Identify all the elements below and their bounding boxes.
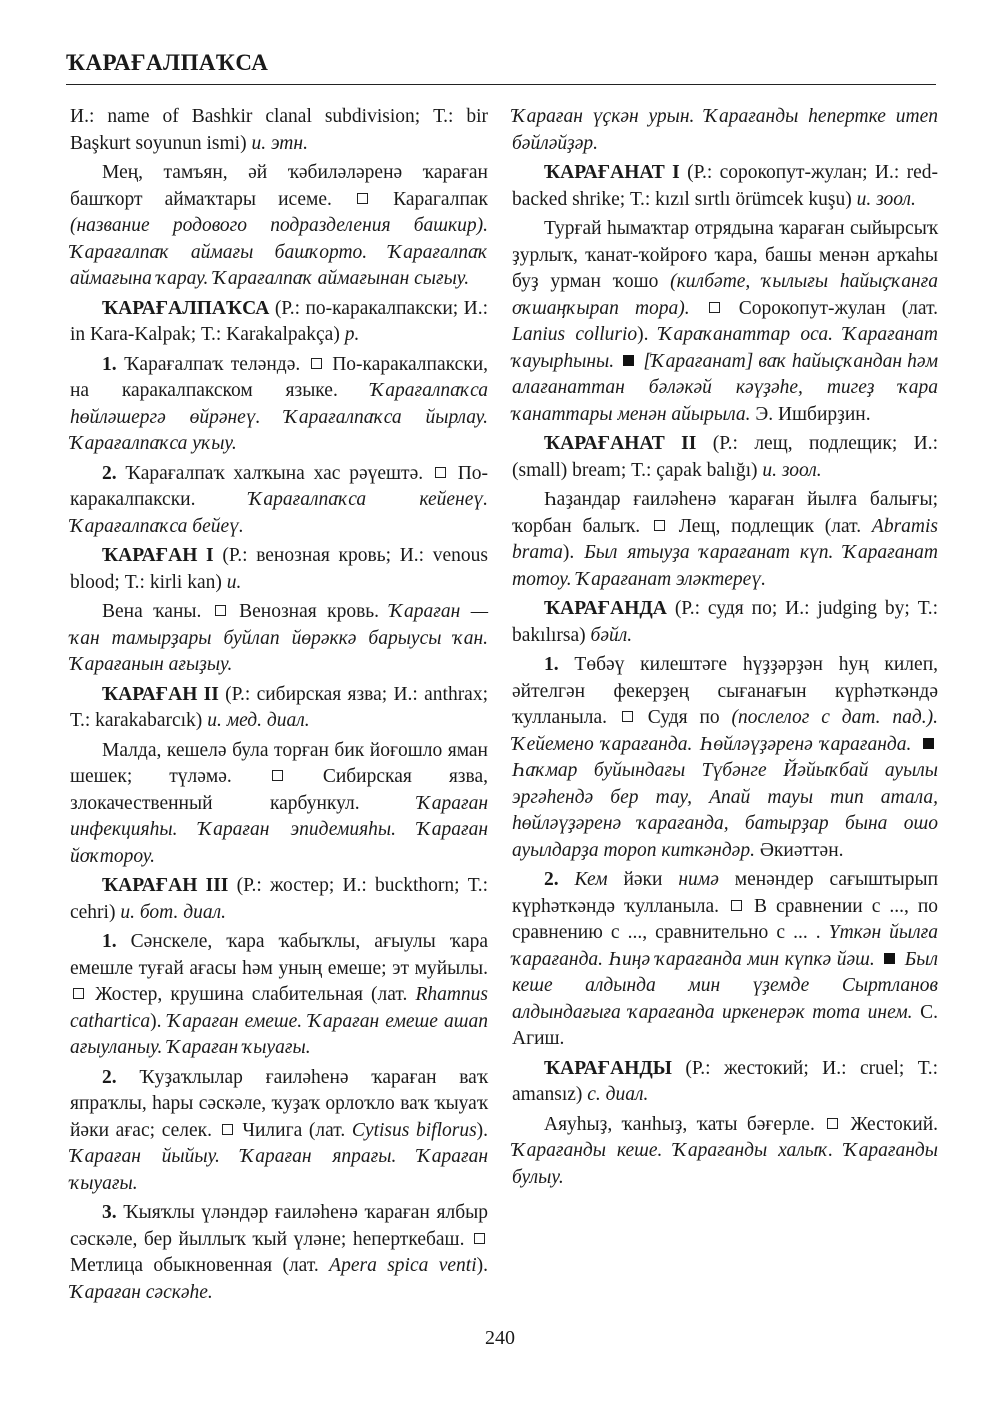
square-marker-icon [73,988,84,999]
headword: ҠАРАҒАНАТ I [544,162,680,183]
headword: ҠАРАҒАН II [102,683,219,705]
entry-karagalpaksa: ҠАРАҒАЛПАҠСА (Р.: по-каракалпакски; И.: in Kara-Kalpak; Т.: Karakalpakça) р. [70,297,488,345]
definition: Мең, тамъян, әй ҡәбиләләренә ҡараған башҡорт аймаҡтары исеме. Карагалпак (название родового подразделения башкир). Ҡарағалпаҡ аймағы башҡорто. Ҡарағалпаҡ аймағына ҡарау. Ҡарағалпаҡ аймағынан сығыу. [70,162,489,289]
square-marker-icon [474,1233,485,1244]
square-marker-icon [654,520,665,531]
sense: 1. Ҡарағалпаҡ теләндә. По-каракалпакски, на каракалпакском языке. Ҡарағалпаҡса һөйләшергә өйрәнеү. Ҡарағалпаҡса йырлау. Ҡарағалпаҡса уҡыу. [70,353,489,454]
headword: ҠАРАҒАЛПАҠСА [102,297,270,319]
entry-karaganda: ҠАРАҒАНДА (Р.: судя по; И.: judging by; Т.: bakılırsa) бәйл. [512,598,938,646]
headword: ҠАРАҒАНАТ II [544,433,697,454]
entry-continuation: И.: name of Bashkir clanal subdivision; Т.: bir Başkurt soyunun ismi) и. этн. [70,106,488,154]
filled-square-marker-icon [884,953,895,964]
entry-karagan-1: ҠАРАҒАН I (Р.: венозная кровь; И.: venous blood; Т.: kirli kan) и. [70,545,488,593]
header-rule [66,84,936,85]
running-header: ҠАРАҒАЛПАҠСА [66,50,269,75]
sense: 3. Ҡыяҡлы үләндәр ғаиләһенә ҡараған ялбыр сәскәле, бер йыллыҡ ҡый үләне; һеперткебаш. Метлица обыкновенная (лат. Apera spica venti). Ҡараған сәскәһе. [70,1202,489,1303]
entry-karagan-3: ҠАРАҒАН III (Р.: жостер; И.: buckthorn; Т.: cehri) и. бот. диал. [70,875,489,923]
sense: 2. Кем йәки нимә менәндер сағыштырып күрһәткәндә ҡулланыла. В сравнении с ..., по сравнению с ..., сравнительно с ... . Үткән йылға ҡарағанда. Һиңә ҡарағанда мин күпкә йәш. Был кеше алдында мин үҙемде Сыртланов алдындағыға ҡарағанда иркенерәк тота инем. С. Агиш. [512,869,939,1049]
square-marker-icon [435,467,446,478]
headword: ҠАРАҒАН I [102,545,214,566]
square-marker-icon [272,770,283,781]
square-marker-icon [357,193,368,204]
definition: Малда, кешелә була торған бик йоғошло яман шешек; түләмә. Сибирская язва, злокачественный карбункул. Ҡараған инфекцияһы. Ҡараған эпидемияһы. Ҡараған йоҡтороу. [70,739,488,867]
square-marker-icon [622,711,633,722]
filled-square-marker-icon [623,355,634,366]
left-column [70,104,488,1309]
definition: Һаҙандар ғаиләһенә ҡараған йылға балығы; ҡорбан балыҡ. Лещ, подлещик (лат. Abramis brama). Был ятыуҙа ҡарағанат күп. Ҡарағанат тотоу. Ҡарағанат эләктереү. [512,489,939,590]
square-marker-icon [222,1124,233,1135]
filled-square-marker-icon [923,738,934,749]
example-continuation: Ҡараған үҫкән урын. Ҡарағанды һепертке итеп бәйләйҙәр. [512,106,938,154]
headword: ҠАРАҒАН III [102,875,229,896]
sense: 1. Сәнскеле, ҡара ҡабыҡлы, ағыулы ҡара емешле туғай ағасы һәм уның емеше; эт муйылы. Жостер, крушина слабительная (лат. Rhamnus cathartica). Ҡараған емеше. Ҡараған емеше ашап ағыуланыу. Ҡараған ҡыуағы. [70,931,489,1058]
square-marker-icon [731,900,742,911]
square-marker-icon [215,605,226,616]
definition: Вена ҡаны. Венозная кровь. Ҡараған — ҡан тамырҙары буйлап йөрәккә барыусы ҡан. Ҡарағанын ағыҙыу. [70,601,489,675]
entry-karagan-2: ҠАРАҒАН II (Р.: сибирская язва; И.: anthrax; Т.: karakabarcık) и. мед. диал. [70,683,489,731]
headword: ҠАРАҒАНДЫ [544,1057,672,1079]
entry-karaganat-2: ҠАРАҒАНАТ II (Р.: лещ, подлещик; И.: (small) bream; Т.: çapak balığı) и. зоол. [512,433,939,481]
square-marker-icon [311,358,322,369]
entry-karagandy: ҠАРАҒАНДЫ (Р.: жестокий; И.: cruel; Т.: amansız) с. диал. [512,1057,938,1105]
sense: 1. Төбәү килештәге һүҙҙәрҙән һуң килеп, әйтелгән фекерҙең сығанағын күрһәткәндә ҡулланыла. Судя по (послелог с дат. пад.). Ҡейемено ҡарағанда. Һөйләүҙәренә ҡарағанда. Һаҡмар буйындағы Түбәнге Йәйыҡбай ауылы эргәһендә бер тау, Апай тауы тип атала, һөйләүҙәренә ҡарағанда, батырҙар бына ошо ауылдарҙа тороп киткәндәр. Әкиәттән. [512,654,939,861]
sense: 2. Ҡуҙаҡлылар ғаиләһенә ҡараған ваҡ япраҡлы, һары сәскәле, ҡуҙаҡ орлоҡло ваҡ ҡыуаҡ йәки ағас; селек. Чилига (лат. Cytisus biflorus). Ҡараған йыйыу. Ҡараған япрағы. Ҡараған ҡыуағы. [70,1066,489,1194]
right-column [512,104,938,1194]
sense: 2. Ҡарағалпаҡ халҡына хас рәүештә. По-каракалпакски. Ҡарағалпаҡса кейенеү. Ҡарағалпаҡса бейеү. [70,462,489,537]
page-number: 240 [485,1327,515,1349]
entry-karaganat-1: ҠАРАҒАНАТ I (Р.: сорокопут-жулан; И.: red-backed shrike; Т.: kızıl sırtlı örümcek kuşu) и. зоол. [512,162,939,210]
headword: ҠАРАҒАНДА [544,598,667,619]
square-marker-icon [827,1118,838,1129]
definition: Турғай һымаҡтар отрядына ҡараған сыйырсыҡ ҙурлыҡ, ҡанат-ҡойроғо ҡара, башы менән арҡаһы буҙ урман ҡошо (килбәте, ҡылығы һайыҫҡанға оҡшаңҡырап тора). Сорокопут-жулан (лат. Lanius collurio). Ҡараҡанаттар оса. Ҡарағанат ҡауырһыны. [Ҡарағанат] ваҡ һайыҫҡандан һәм алағанаттан бәләкәй кәүҙәһе, тигеҙ ҡара ҡанаттары менән айырыла. Э. Ишбирҙин. [512,218,939,425]
square-marker-icon [709,302,720,313]
definition: Аяуһыҙ, ҡанһыҙ, ҡаты бәғерле. Жестокий. Ҡарағанды кеше. Ҡарағанды халыҡ. Ҡарағанды булыу. [512,1113,939,1188]
